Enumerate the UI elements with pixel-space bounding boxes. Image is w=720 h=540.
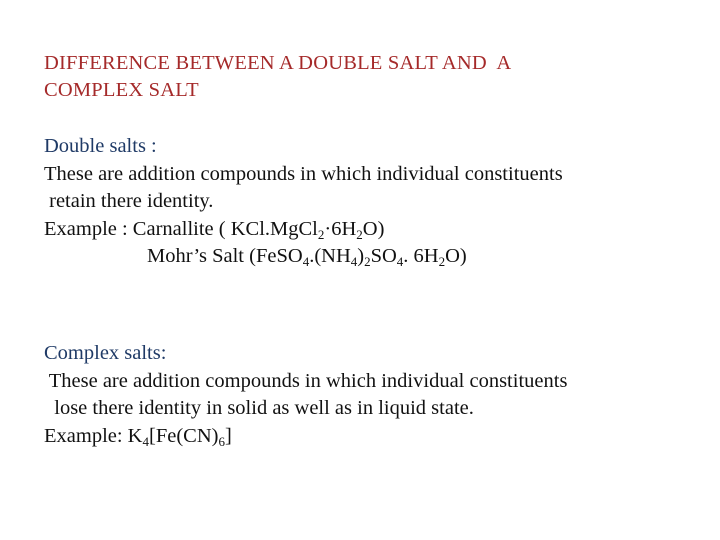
example-1-sub-b: 2 — [356, 226, 363, 242]
example-2-sub-2b: 2 — [438, 254, 446, 269]
complex-example-sub-4: 4 — [142, 433, 149, 449]
example-2-so: SO — [276, 245, 303, 267]
example-1-end: O) — [362, 217, 385, 240]
complex-example-mid: [Fe(CN) — [149, 424, 219, 447]
title-line-1: DIFFERENCE BETWEEN A DOUBLE SALT AND A — [44, 52, 512, 74]
complex-salts-example — [44, 423, 704, 451]
example-2-end: O) — [445, 245, 467, 267]
complex-salts-desc-line-1: These are addition compounds in which individual constituents — [44, 369, 568, 392]
example-2-sub-4: 4 — [302, 254, 310, 269]
complex-salts-heading: Complex salts: — [44, 342, 167, 364]
example-2-close: ) — [357, 245, 365, 267]
complex-example-prefix: Example: K — [44, 424, 143, 447]
double-salts-heading: Double salts : — [44, 135, 157, 157]
title-line-2: COMPLEX SALT — [44, 79, 199, 101]
example-1-dot6h: ·6H — [324, 217, 357, 240]
example-2-so2: SO — [370, 245, 397, 267]
double-salts-example-1 — [44, 216, 704, 244]
example-2-h: . 6H — [403, 245, 439, 267]
double-salts-example-2 — [44, 243, 704, 271]
example-2-sub-4c: 4 — [396, 254, 404, 269]
complex-salts-desc-line-2: lose there identity in solid as well as in liquid state. — [44, 397, 474, 419]
example-2-prefix: Mohr’s Salt (Fe — [147, 245, 277, 267]
example-2-sub-4b: 4 — [350, 254, 358, 269]
example-2-mid: .(NH — [309, 245, 351, 267]
complex-example-sub-6: 6 — [218, 433, 225, 449]
example-1-cl: Cl — [298, 217, 318, 240]
slide-title — [44, 50, 684, 104]
example-1-sub: 2 — [317, 226, 325, 242]
double-salts-section — [44, 133, 704, 271]
double-salts-desc-line-1: These are addition compounds in which individual constituents — [44, 162, 563, 185]
double-salts-desc-line-2: retain there identity. — [44, 190, 214, 212]
complex-example-end: ] — [224, 424, 232, 447]
example-2-sub-2: 2 — [364, 254, 371, 269]
complex-salts-section — [44, 340, 704, 450]
example-1-prefix: Example : Carnallite ( KCl.Mg — [44, 217, 299, 240]
